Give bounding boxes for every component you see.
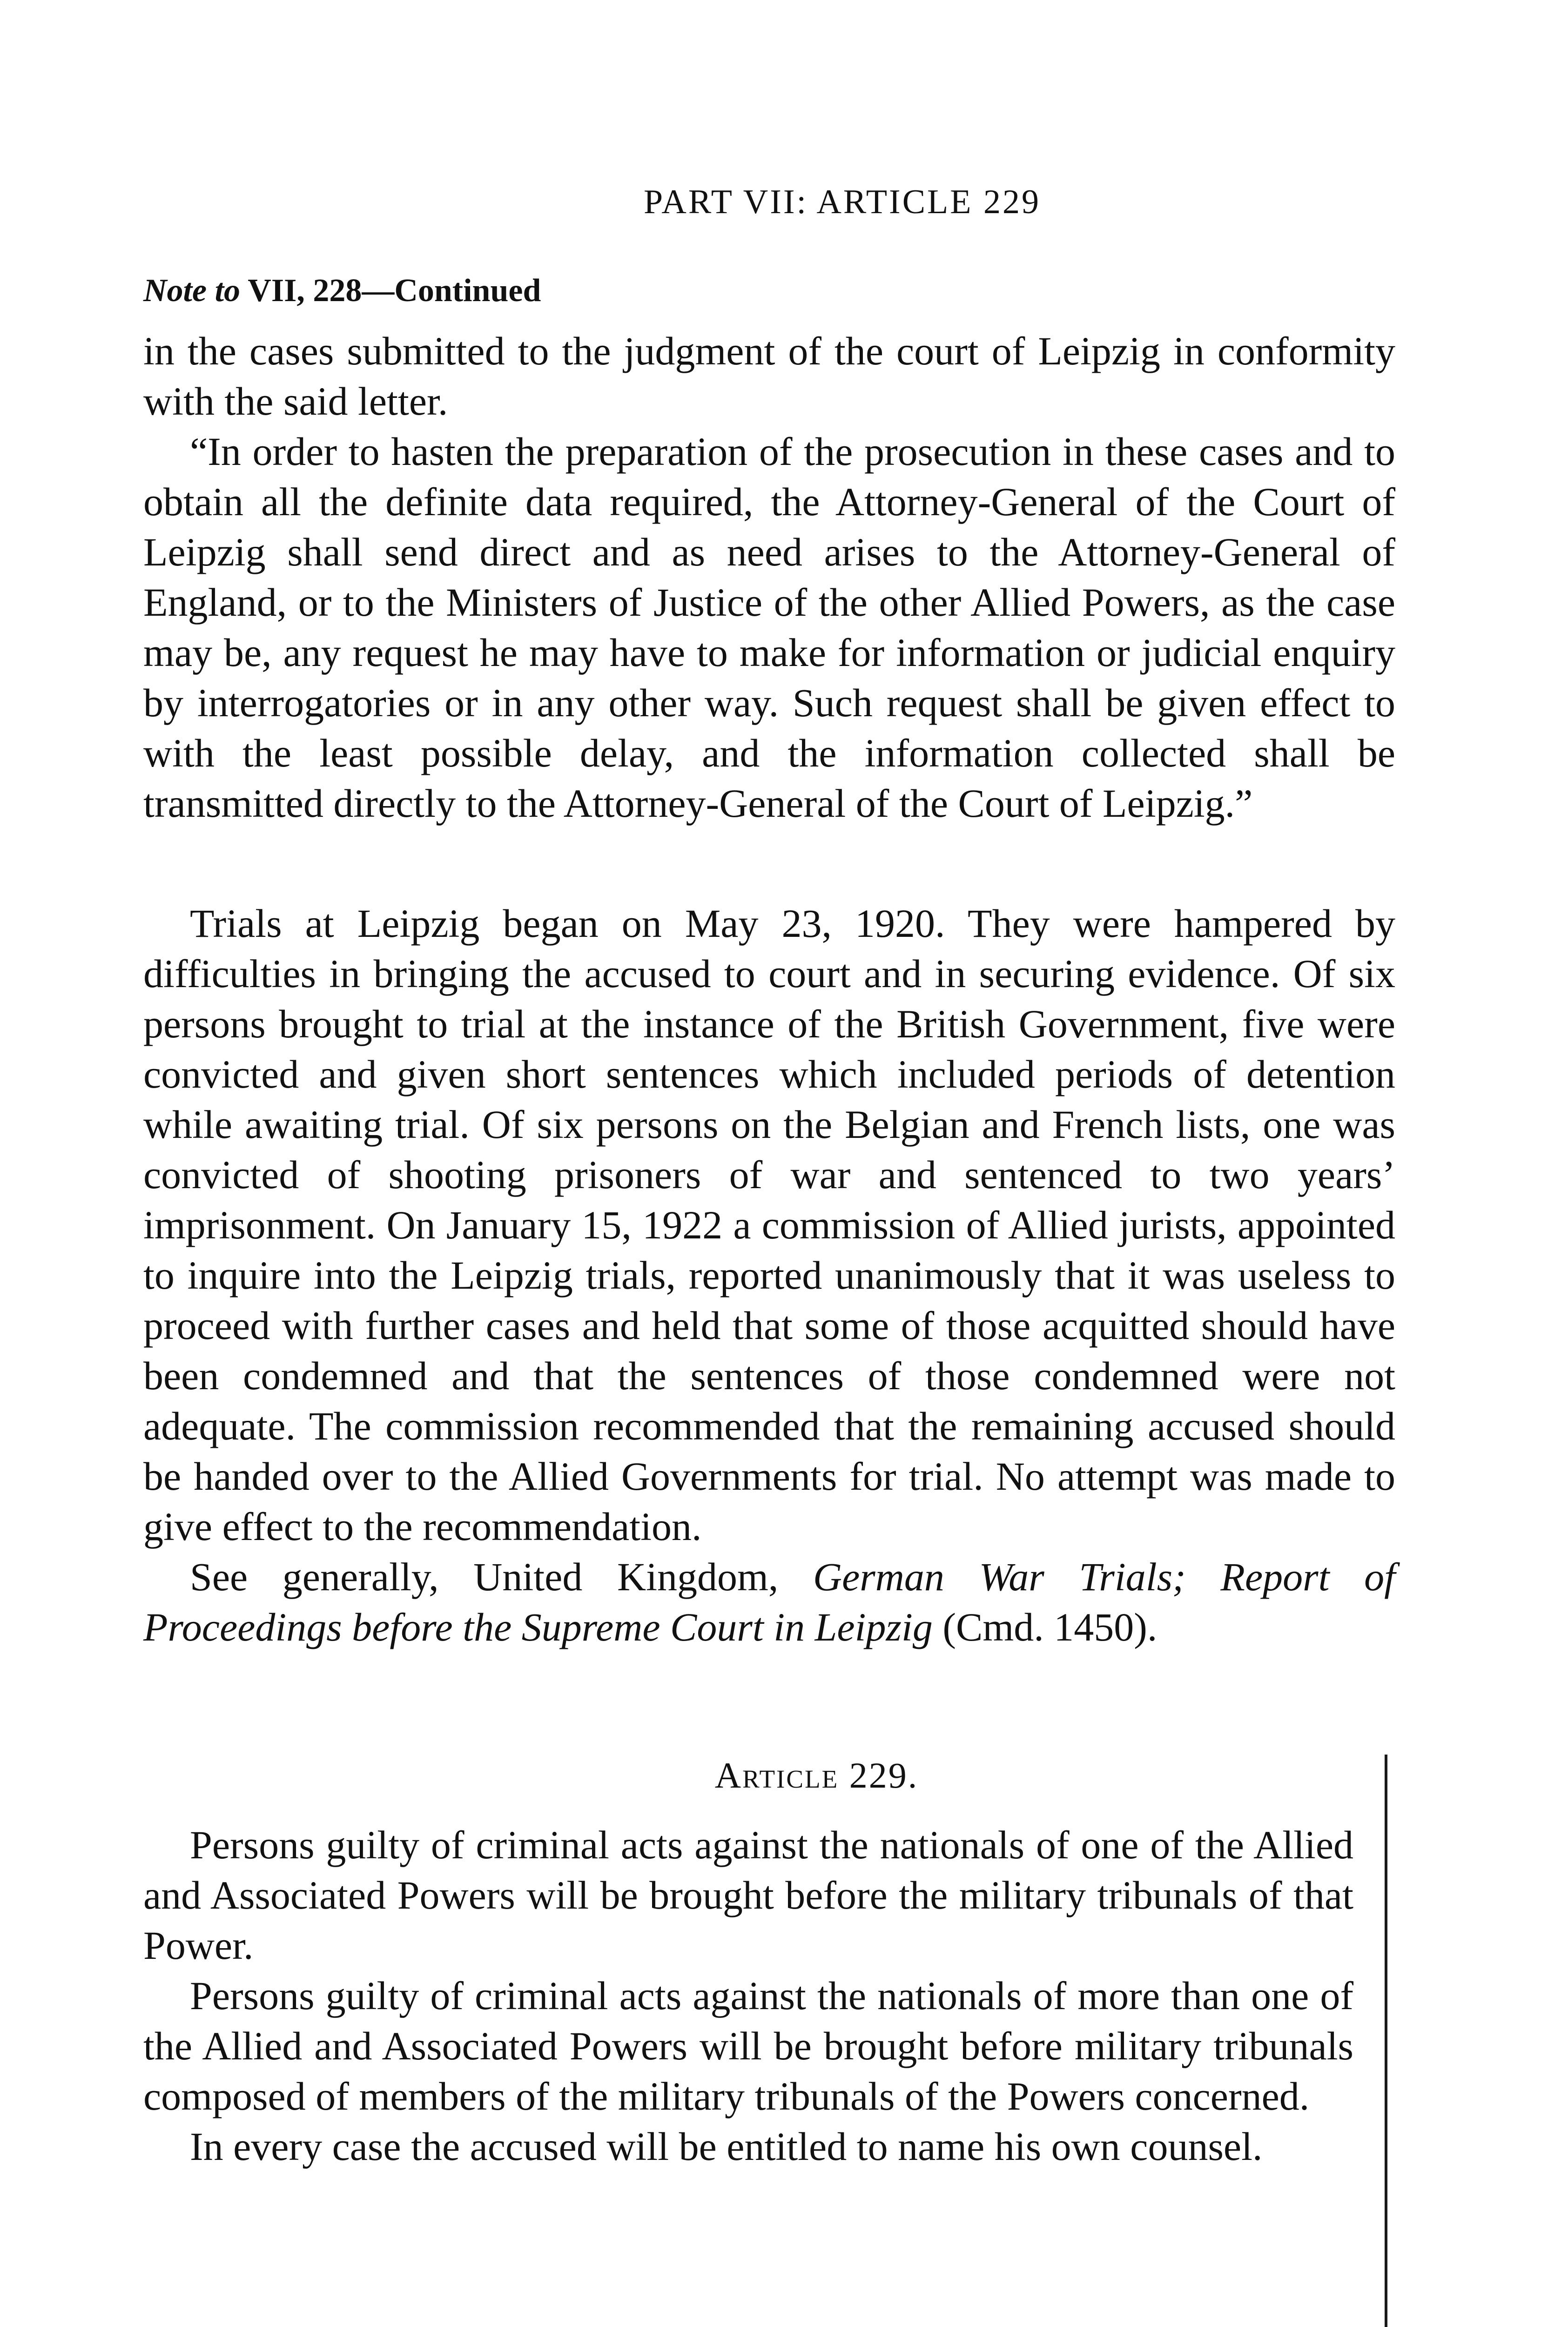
margin-rule: [1385, 1755, 1387, 2327]
note-reference: VII, 228—Continued: [248, 273, 541, 309]
note-prefix: Note to: [143, 273, 241, 309]
note-paragraph-1: in the cases submitted to the judgment of the court of Leipzig in conformity with the said letter.: [143, 329, 1395, 424]
article-paragraph-2: Persons guilty of criminal acts against the nationals of more than one of the Allied and Associated Powers will be brought before military tribunals composed of members of the military tribunals of the Powers concerned.: [143, 1973, 1353, 2119]
citation-lead: See generally, United Kingdom,: [190, 1554, 779, 1599]
note-paragraph-2: “In order to hasten the preparation of the prosecution in these cases and to obtain all the definite data required, the Attorney-General of the Court of Leipzig shall send direct and as need arises to the Attorney-General of England, or to the Ministers of Justice of the other Allied Powers, as the case may be, any request he may have to make for information or judicial enquiry by interrogatories or in any other way. Such request shall be given effect to with the least possible delay, and the information collected shall be transmitted directly to the Attorney-General of the Court of Leipzig.”: [143, 429, 1395, 826]
article-heading: Article 229.: [714, 1755, 919, 1796]
citation-tail: (Cmd. 1450).: [942, 1605, 1157, 1649]
running-head: PART VII: ARTICLE 229: [644, 183, 1041, 221]
note-continuation: [143, 326, 1395, 828]
citation-title: German War Trials; Report of Proceedings before the Supreme Court in Leipzig: [143, 1554, 1396, 1649]
article-paragraph-1: Persons guilty of criminal acts against the nationals of one of the Allied and Associated Powers will be brought before the military tribunals of that Power.: [143, 1823, 1353, 1968]
note-paragraph-4: [143, 1552, 1395, 1652]
article-text: [143, 1820, 1353, 2172]
article-paragraph-3: In every case the accused will be entitled to name his own counsel.: [190, 2124, 1263, 2169]
note-heading: [143, 272, 541, 309]
note-commentary: [143, 898, 1395, 1652]
note-paragraph-3: Trials at Leipzig began on May 23, 1920. They were hampered by difficulties in bringing the accused to court and in securing evidence. Of six persons brought to trial at the instance of the British Government, five were convicted and given short sentences which included periods of detention while awaiting trial. Of six persons on the Belgian and French lists, one was convicted of shooting prisoners of war and sentenced to two years’ imprisonment. On January 15, 1922 a commission of Allied jurists, appointed to inquire into the Leipzig trials, reported unanimously that it was useless to proceed with further cases and held that some of those acquitted should have been condemned and that the sentences of those condemned were not adequate. The commission recommended that the remaining accused should be handed over to the Allied Governments for trial. No attempt was made to give effect to the recommendation.: [143, 901, 1395, 1549]
